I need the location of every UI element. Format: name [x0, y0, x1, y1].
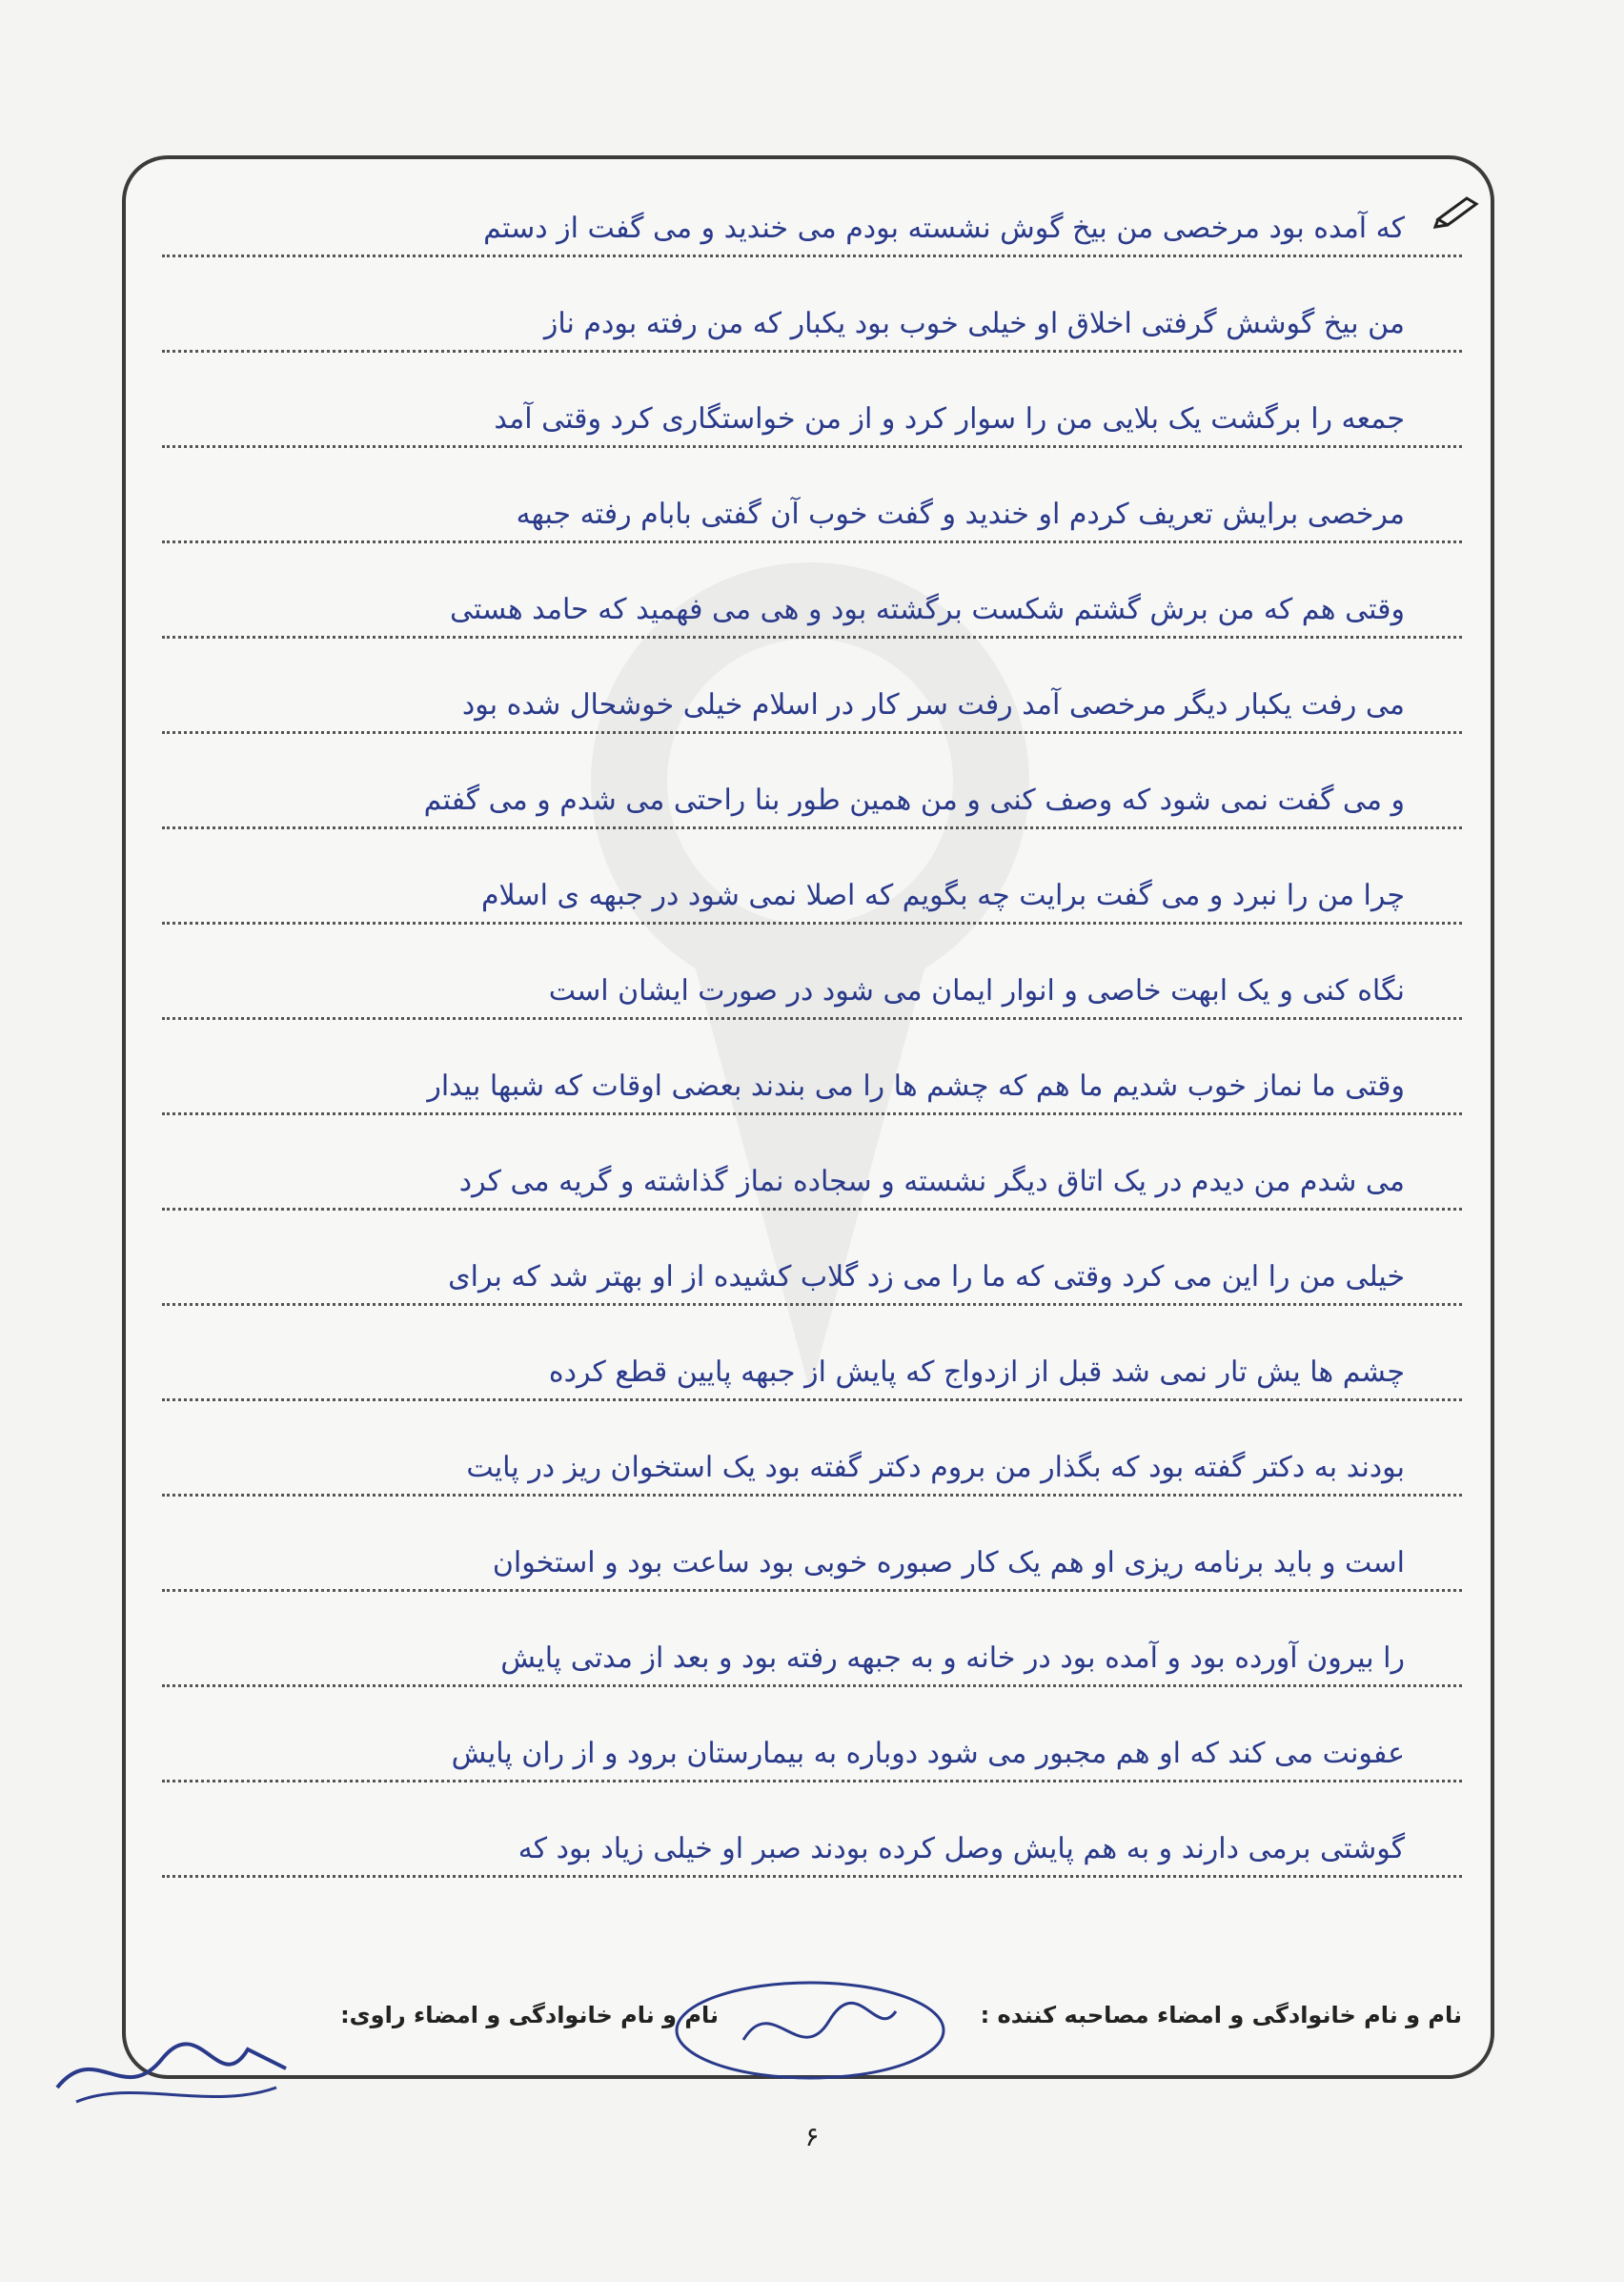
text-line: است و باید برنامه ریزی او هم یک کار صبوره خوبی بود ساعت بود و استخوان: [162, 1535, 1462, 1592]
text-line: و می گفت نمی شود که وصف کنی و من همین طور بنا راحتی می شدم و می گفتم: [162, 772, 1462, 829]
text-line: را بیرون آورده بود و آمده بود در خانه و به جبهه رفته بود و بعد از مدتی پایش: [162, 1630, 1462, 1687]
text-line: عفونت می کند که او هم مجبور می شود دوباره به بیمارستان برود و از ران پایش: [162, 1725, 1462, 1783]
text-line: جمعه را برگشت یک بلایی من را سوار کرد و از من خواستگاری کرد وقتی آمد: [162, 391, 1462, 448]
text-line: چرا من را نبرد و می گفت برایت چه بگویم که اصلا نمی شود در جبهه ی اسلام: [162, 867, 1462, 925]
narrator-label: نام و نام خانوادگی و امضاء راوی:: [340, 2002, 719, 2028]
text-line: چشم ها یش تار نمی شد قبل از ازدواج که پایش از جبهه پایین قطع کرده: [162, 1344, 1462, 1401]
text-line: خیلی من را این می کرد وقتی که ما را می زد گلاب کشیده از او بهتر شد که برای: [162, 1249, 1462, 1306]
text-line: وقتی هم که من برش گشتم شکست برگشته بود و هی می فهمید که حامد هستی: [162, 581, 1462, 639]
page-number: ۶: [804, 2121, 820, 2152]
text-line: مرخصی برایش تعریف کردم او خندید و گفت خوب آن گفتی بابام رفته جبهه: [162, 486, 1462, 543]
text-line: من بیخ گوشش گرفتی اخلاق او خیلی خوب بود یکبار که من رفته بودم ناز: [162, 295, 1462, 353]
text-line: می رفت یکبار دیگر مرخصی آمد رفت سر کار در اسلام خیلی خوشحال شده بود: [162, 677, 1462, 734]
text-line: که آمده بود مرخصی من بیخ گوش نشسته بودم می خندید و می گفت از دستم: [162, 200, 1462, 257]
text-line: می شدم من دیدم در یک اتاق دیگر نشسته و سجاده نماز گذاشته و گریه می کرد: [162, 1153, 1462, 1211]
text-line: بودند به دکتر گفته بود که بگذار من بروم دکتر گفته بود یک استخوان ریز در پایت: [162, 1439, 1462, 1497]
text-line: وقتی ما نماز خوب شدیم ما هم که چشم ها را می بندند بعضی اوقات که شبها بیدار: [162, 1058, 1462, 1115]
text-line: گوشتی برمی دارند و به هم پایش وصل کرده بودند صبر او خیلی زیاد بود که: [162, 1821, 1462, 1878]
text-line: نگاه کنی و یک ابهت خاصی و انوار ایمان می شود در صورت ایشان است: [162, 963, 1462, 1020]
interviewer-signature: [667, 1954, 972, 2097]
interviewer-label: نام و نام خانوادگی و امضاء مصاحبه کننده :: [980, 2002, 1462, 2028]
narrator-signature: [38, 2021, 324, 2116]
